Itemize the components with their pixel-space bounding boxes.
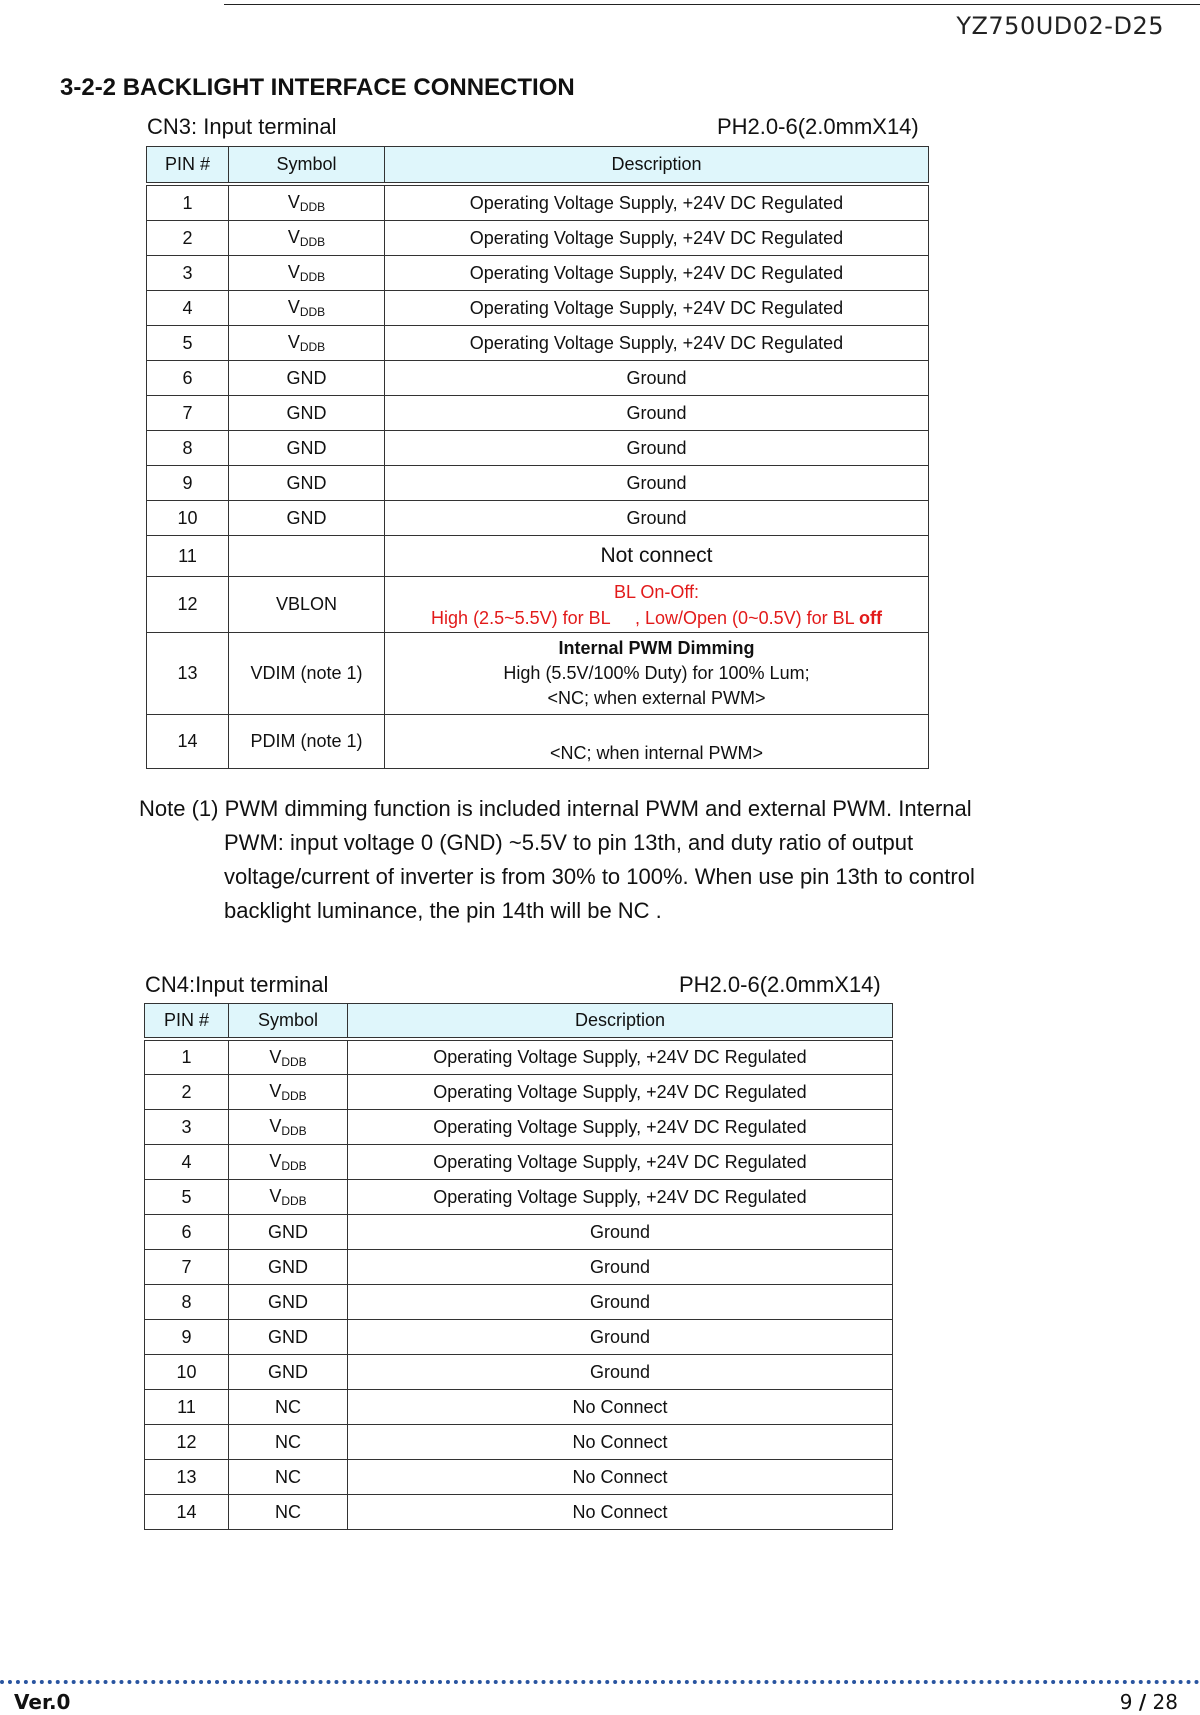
table-row xyxy=(145,1355,893,1390)
pwm-dimming-label: Internal PWM Dimming xyxy=(558,638,755,658)
pwm-dimming-note: <NC; when external PWM> xyxy=(547,688,766,708)
table-row xyxy=(147,536,929,577)
symbol-cell: GND xyxy=(229,1250,348,1285)
description-cell xyxy=(385,577,929,633)
table-row xyxy=(145,1215,893,1250)
pin-cell: 4 xyxy=(145,1145,229,1180)
description-cell: Operating Voltage Supply, +24V DC Regulated xyxy=(385,221,929,256)
version-label: Ver.0 xyxy=(14,1690,71,1714)
table-row xyxy=(145,1390,893,1425)
pwm-note xyxy=(139,792,1019,928)
symbol-cell: GND xyxy=(229,396,385,431)
symbol-cell xyxy=(229,536,385,577)
bl-onoff-label: BL On-Off: xyxy=(613,581,700,602)
pin-cell: 11 xyxy=(147,536,229,577)
pin-cell: 10 xyxy=(145,1355,229,1390)
table-row xyxy=(147,466,929,501)
symbol-cell: GND xyxy=(229,501,385,536)
symbol-cell: VBLON xyxy=(229,577,385,633)
table-row xyxy=(145,1495,893,1530)
symbol-cell: $V_{DDB}$ xyxy=(229,1075,348,1110)
column-header-description: Description xyxy=(348,1004,893,1038)
pin-cell: 11 xyxy=(145,1390,229,1425)
pin-cell: 1 xyxy=(147,186,229,221)
symbol-cell: $V_{DDB}$ xyxy=(229,256,385,291)
cn4-title: CN4:Input terminal xyxy=(145,972,329,997)
description-cell: Operating Voltage Supply, +24V DC Regulated xyxy=(348,1075,893,1110)
table-row xyxy=(147,633,929,715)
symbol-cell: $V_{DDB}$ xyxy=(229,1041,348,1075)
description-cell: Operating Voltage Supply, +24V DC Regulated xyxy=(348,1041,893,1075)
note-line-1: Note (1) PWM dimming function is included internal PWM and external PWM. Internal xyxy=(139,796,972,821)
symbol-cell: $V_{DDB}$ xyxy=(229,291,385,326)
table-row xyxy=(145,1075,893,1110)
pin-cell: 12 xyxy=(145,1425,229,1460)
section-title: 3-2-2 BACKLIGHT INTERFACE CONNECTION xyxy=(60,74,575,101)
pin-cell: 2 xyxy=(145,1075,229,1110)
column-header-description: Description xyxy=(385,147,929,183)
cn3-title: CN3: Input terminal xyxy=(147,114,337,139)
pin-cell: 3 xyxy=(147,256,229,291)
description-cell: Ground xyxy=(385,361,929,396)
symbol-cell: $V_{DDB}$ xyxy=(229,1110,348,1145)
cn3-connector: PH2.0-6(2.0mmX14) xyxy=(717,114,919,139)
pin-cell: 6 xyxy=(145,1215,229,1250)
table-row xyxy=(147,361,929,396)
description-cell: Ground xyxy=(348,1320,893,1355)
table-row xyxy=(145,1110,893,1145)
column-header-pin: PIN # xyxy=(145,1004,229,1038)
pin-cell: 14 xyxy=(147,715,229,769)
symbol-cell: NC xyxy=(229,1460,348,1495)
description-cell: No Connect xyxy=(348,1460,893,1495)
symbol-cell: NC xyxy=(229,1390,348,1425)
symbol-cell: GND xyxy=(229,1320,348,1355)
column-header-symbol: Symbol xyxy=(229,1004,348,1038)
pin-cell: 14 xyxy=(145,1495,229,1530)
symbol-cell: $V_{DDB}$ xyxy=(229,186,385,221)
description-cell: No Connect xyxy=(348,1390,893,1425)
table-row xyxy=(147,186,929,221)
pin-cell: 10 xyxy=(147,501,229,536)
pin-cell: 7 xyxy=(147,396,229,431)
symbol-cell: GND xyxy=(229,466,385,501)
description-cell: <NC; when internal PWM> xyxy=(385,715,929,769)
description-cell: Ground xyxy=(348,1355,893,1390)
symbol-cell: GND xyxy=(229,1355,348,1390)
pin-cell: 6 xyxy=(147,361,229,396)
table-row xyxy=(147,291,929,326)
pin-cell: 9 xyxy=(147,466,229,501)
symbol-cell: GND xyxy=(229,361,385,396)
table-row xyxy=(145,1460,893,1495)
description-cell: Operating Voltage Supply, +24V DC Regulated xyxy=(348,1145,893,1180)
table-row xyxy=(147,396,929,431)
table-row xyxy=(147,577,929,633)
description-cell: Operating Voltage Supply, +24V DC Regulated xyxy=(385,256,929,291)
header-rule xyxy=(224,4,1200,5)
description-cell xyxy=(385,633,929,715)
table-row xyxy=(145,1041,893,1075)
cn3-table xyxy=(146,146,929,769)
pwm-dimming-detail: High (5.5V/100% Duty) for 100% Lum; xyxy=(503,663,810,683)
symbol-cell: $V_{DDB}$ xyxy=(229,221,385,256)
pin-cell: 13 xyxy=(147,633,229,715)
description-cell: Operating Voltage Supply, +24V DC Regulated xyxy=(348,1180,893,1215)
table-row xyxy=(147,326,929,361)
description-cell: Operating Voltage Supply, +24V DC Regulated xyxy=(385,291,929,326)
description-cell: Ground xyxy=(348,1215,893,1250)
table-row xyxy=(147,221,929,256)
symbol-cell: $V_{DDB}$ xyxy=(229,326,385,361)
column-header-pin: PIN # xyxy=(147,147,229,183)
pin-cell: 8 xyxy=(147,431,229,466)
table-row xyxy=(147,715,929,769)
pin-cell: 8 xyxy=(145,1285,229,1320)
cn4-connector: PH2.0-6(2.0mmX14) xyxy=(679,972,881,997)
page-number: 9 / 28 xyxy=(1119,1690,1178,1714)
description-cell: Ground xyxy=(385,396,929,431)
table-row xyxy=(145,1145,893,1180)
pin-cell: 3 xyxy=(145,1110,229,1145)
pin-cell: 5 xyxy=(145,1180,229,1215)
table-row xyxy=(145,1425,893,1460)
pin-cell: 9 xyxy=(145,1320,229,1355)
column-header-symbol: Symbol xyxy=(229,147,385,183)
pin-cell: 1 xyxy=(145,1041,229,1075)
table-row xyxy=(145,1250,893,1285)
pin-cell: 12 xyxy=(147,577,229,633)
table-row xyxy=(145,1180,893,1215)
table-row xyxy=(145,1285,893,1320)
symbol-cell: GND xyxy=(229,1215,348,1250)
pin-cell: 7 xyxy=(145,1250,229,1285)
symbol-cell: GND xyxy=(229,431,385,466)
cn4-table xyxy=(144,1003,893,1530)
table-row xyxy=(147,431,929,466)
description-cell: No Connect xyxy=(348,1425,893,1460)
symbol-cell: PDIM (note 1) xyxy=(229,715,385,769)
description-cell: Operating Voltage Supply, +24V DC Regulated xyxy=(385,186,929,221)
footer-rule xyxy=(0,1680,1200,1684)
description-cell: Not connect xyxy=(385,536,929,577)
pin-cell: 4 xyxy=(147,291,229,326)
note-line-2: PWM: input voltage 0 (GND) ~5.5V to pin 13th, and duty ratio of output xyxy=(224,830,914,855)
description-cell: Ground xyxy=(348,1250,893,1285)
description-cell: Operating Voltage Supply, +24V DC Regulated xyxy=(385,326,929,361)
description-cell: Ground xyxy=(348,1285,893,1320)
description-cell: No Connect xyxy=(348,1495,893,1530)
symbol-cell: $V_{DDB}$ xyxy=(229,1180,348,1215)
description-cell: Operating Voltage Supply, +24V DC Regulated xyxy=(348,1110,893,1145)
pin-cell: 5 xyxy=(147,326,229,361)
symbol-cell: $V_{DDB}$ xyxy=(229,1145,348,1180)
cn3-header-row xyxy=(147,147,929,183)
symbol-cell: VDIM (note 1) xyxy=(229,633,385,715)
description-cell: Ground xyxy=(385,466,929,501)
symbol-cell: NC xyxy=(229,1495,348,1530)
note-line-4: backlight luminance, the pin 14th will be NC . xyxy=(224,898,662,923)
table-row xyxy=(145,1320,893,1355)
note-line-3: voltage/current of inverter is from 30% to 100%. When use pin 13th to control xyxy=(224,864,975,889)
table-row xyxy=(147,256,929,291)
description-cell: Ground xyxy=(385,501,929,536)
symbol-cell: GND xyxy=(229,1285,348,1320)
cn4-header-row xyxy=(145,1004,893,1038)
pin-cell: 2 xyxy=(147,221,229,256)
document-id: YZ750UD02-D25 xyxy=(956,12,1164,40)
symbol-cell: NC xyxy=(229,1425,348,1460)
description-cell: Ground xyxy=(385,431,929,466)
pin-cell: 13 xyxy=(145,1460,229,1495)
table-row xyxy=(147,501,929,536)
bl-onoff-detail: High (2.5~5.5V) for BL , Low/Open (0~0.5V) for BL off xyxy=(431,607,882,628)
